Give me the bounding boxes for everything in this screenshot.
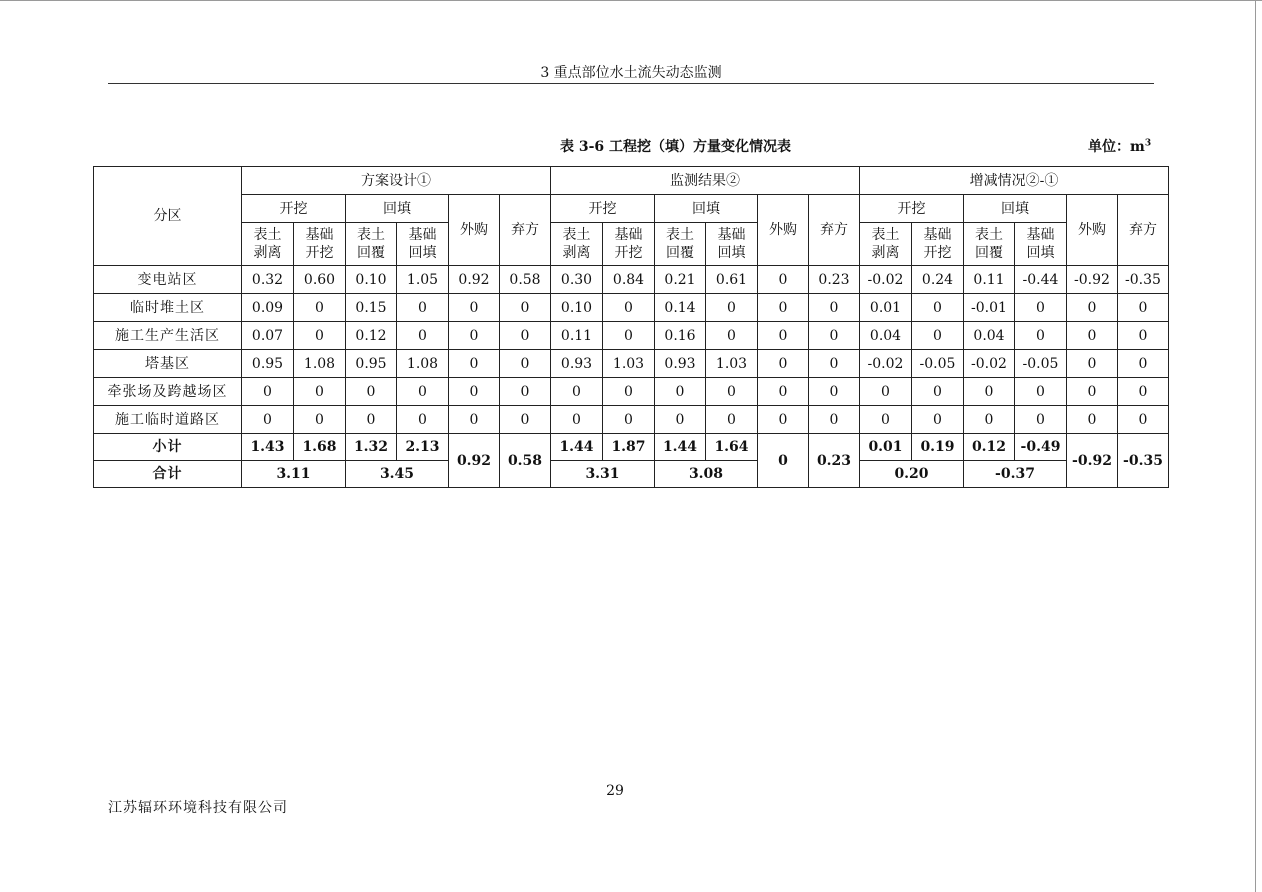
table-cell: 0.61 [706, 266, 758, 294]
leaf-topsoil-covering: 表土 回覆 [346, 223, 397, 266]
table-cell: 0 [809, 406, 860, 434]
total-cell: 0.20 [860, 461, 964, 488]
row-label: 施工临时道路区 [94, 406, 242, 434]
table-cell: 0 [706, 322, 758, 350]
table-cell: 1.03 [706, 350, 758, 378]
col-purchase: 外购 [449, 195, 500, 266]
table-cell: -0.02 [964, 350, 1015, 378]
table-cell: 0 [500, 406, 551, 434]
table-cell: -0.92 [1067, 266, 1118, 294]
leaf-foundation-excavation: 基础 开挖 [603, 223, 655, 266]
table-cell: 0 [912, 406, 964, 434]
table-cell: 0 [1067, 406, 1118, 434]
table-cell: 0.95 [242, 350, 294, 378]
table-cell: 0.10 [551, 294, 603, 322]
table-cell: 0.11 [964, 266, 1015, 294]
table-cell: 0.04 [860, 322, 912, 350]
leaf-foundation-excavation: 基础 开挖 [912, 223, 964, 266]
table-cell: 0 [655, 406, 706, 434]
table-cell: 0 [1067, 350, 1118, 378]
table-cell: 0 [1015, 406, 1067, 434]
table-row [94, 322, 1169, 350]
table-cell: 0 [1118, 378, 1169, 406]
table-cell: 0.95 [346, 350, 397, 378]
table-cell: 0 [758, 350, 809, 378]
total-cell: 3.08 [655, 461, 758, 488]
col-purchase: 外购 [1067, 195, 1118, 266]
table-cell: 0.93 [655, 350, 706, 378]
table-cell: 0 [500, 322, 551, 350]
table-cell: 0.24 [912, 266, 964, 294]
table-cell: 0.04 [964, 322, 1015, 350]
earthwork-table [93, 166, 1169, 488]
table-cell: 0.12 [346, 322, 397, 350]
table-cell: 0 [449, 322, 500, 350]
subtotal-cell: 0.12 [964, 434, 1015, 461]
subtotal-cell: -0.49 [1015, 434, 1067, 461]
leaf-foundation-backfill: 基础 回填 [397, 223, 449, 266]
table-cell: 0 [500, 378, 551, 406]
leaf-foundation-backfill: 基础 回填 [706, 223, 758, 266]
table-cell: 0 [912, 322, 964, 350]
table-cell: 0 [294, 406, 346, 434]
subtotal-cell: 1.64 [706, 434, 758, 461]
table-cell: 0 [449, 350, 500, 378]
subtotal-cell: 0.01 [860, 434, 912, 461]
table-cell: 0 [242, 378, 294, 406]
unit-label [1088, 136, 1151, 156]
table-cell: 0.30 [551, 266, 603, 294]
table-cell: 0.11 [551, 322, 603, 350]
table-cell: 0 [912, 294, 964, 322]
table-cell: 0 [397, 294, 449, 322]
table-row [94, 378, 1169, 406]
table-cell: 0 [449, 378, 500, 406]
table-cell: 0.93 [551, 350, 603, 378]
table-cell: 0 [1118, 294, 1169, 322]
page-number: 29 [606, 783, 624, 799]
table-cell: 0 [397, 322, 449, 350]
subtotal-cell: 1.44 [655, 434, 706, 461]
table-cell: 0 [809, 378, 860, 406]
table-row [94, 350, 1169, 378]
table-cell: 0 [860, 378, 912, 406]
table-cell: 0.14 [655, 294, 706, 322]
table-cell: 0 [706, 378, 758, 406]
change-purchase-total: -0.92 [1067, 434, 1118, 488]
table-cell: 0.92 [449, 266, 500, 294]
table-cell: 0.21 [655, 266, 706, 294]
leaf-topsoil-stripping: 表土 剥离 [551, 223, 603, 266]
table-cell: -0.05 [1015, 350, 1067, 378]
monitor-waste-total: 0.23 [809, 434, 860, 488]
col-purchase: 外购 [758, 195, 809, 266]
table-cell: 0 [397, 406, 449, 434]
total-cell: 3.45 [346, 461, 449, 488]
row-label: 塔基区 [94, 350, 242, 378]
table-cell: 0.84 [603, 266, 655, 294]
leaf-topsoil-covering: 表土 回覆 [655, 223, 706, 266]
col-waste: 弃方 [1118, 195, 1169, 266]
table-cell: 0.32 [242, 266, 294, 294]
table-row [94, 406, 1169, 434]
table-cell: 0 [1118, 350, 1169, 378]
subtotal-cell: 0.19 [912, 434, 964, 461]
table-cell: 0 [1067, 322, 1118, 350]
total-cell: 3.11 [242, 461, 346, 488]
table-caption: 表 3-6 工程挖（填）方量变化情况表 [560, 139, 792, 155]
table-cell: 0.58 [500, 266, 551, 294]
table-cell: 0 [706, 406, 758, 434]
group-header-change: 增减情况②-① [860, 167, 1169, 195]
table-cell: 1.05 [397, 266, 449, 294]
table-cell: 0.23 [809, 266, 860, 294]
subtotal-cell: 1.43 [242, 434, 294, 461]
subtotal-cell: 1.68 [294, 434, 346, 461]
leaf-topsoil-covering: 表土 回覆 [964, 223, 1015, 266]
table-cell: 0 [758, 294, 809, 322]
table-cell: 0 [449, 406, 500, 434]
table-cell: 0 [1118, 406, 1169, 434]
table-cell: 0.16 [655, 322, 706, 350]
table-cell: 0 [758, 378, 809, 406]
row-label: 变电站区 [94, 266, 242, 294]
subheader-backfill: 回填 [655, 195, 758, 223]
leaf-foundation-backfill: 基础 回填 [1015, 223, 1067, 266]
leaf-foundation-excavation: 基础 开挖 [294, 223, 346, 266]
subheader-backfill: 回填 [964, 195, 1067, 223]
table-cell: 1.03 [603, 350, 655, 378]
table-cell: 0 [1067, 378, 1118, 406]
unit-superscript: 3 [1144, 138, 1152, 149]
table-cell: 0 [346, 378, 397, 406]
table-cell: 0 [242, 406, 294, 434]
row-label: 施工生产生活区 [94, 322, 242, 350]
change-waste-total: -0.35 [1118, 434, 1169, 488]
subheader-excavation: 开挖 [242, 195, 346, 223]
table-cell: 0 [603, 378, 655, 406]
table-cell: 1.08 [294, 350, 346, 378]
subheader-excavation: 开挖 [860, 195, 964, 223]
col-waste: 弃方 [500, 195, 551, 266]
table-cell: 0 [603, 294, 655, 322]
header-rule [108, 83, 1154, 84]
leaf-topsoil-stripping: 表土 剥离 [860, 223, 912, 266]
table-cell: 0 [449, 294, 500, 322]
corner-header: 分区 [94, 167, 242, 266]
table-cell: -0.44 [1015, 266, 1067, 294]
table-cell: -0.02 [860, 266, 912, 294]
table-cell: 0 [603, 322, 655, 350]
table-row [94, 266, 1169, 294]
subtotal-cell: 1.87 [603, 434, 655, 461]
table-cell: 0 [809, 322, 860, 350]
row-label: 临时堆土区 [94, 294, 242, 322]
table-cell: 0 [860, 406, 912, 434]
table-cell: 0 [603, 406, 655, 434]
unit-text: 单位：m [1088, 139, 1145, 155]
table-cell: 0 [500, 350, 551, 378]
group-header-monitor: 监测结果② [551, 167, 860, 195]
subtotal-cell: 1.32 [346, 434, 397, 461]
subheader-backfill: 回填 [346, 195, 449, 223]
table-cell: 0 [1015, 294, 1067, 322]
table-cell: 0 [758, 322, 809, 350]
design-waste-total: 0.58 [500, 434, 551, 488]
total-label: 合计 [94, 461, 242, 488]
col-waste: 弃方 [809, 195, 860, 266]
design-purchase-total: 0.92 [449, 434, 500, 488]
table-cell: -0.05 [912, 350, 964, 378]
table-cell: 0 [346, 406, 397, 434]
table-cell: 0.60 [294, 266, 346, 294]
table-cell: -0.02 [860, 350, 912, 378]
table-cell: 0.01 [860, 294, 912, 322]
table-cell: 0 [758, 406, 809, 434]
row-label: 牵张场及跨越场区 [94, 378, 242, 406]
group-header-design: 方案设计① [242, 167, 551, 195]
table-cell: 0.15 [346, 294, 397, 322]
subtotal-cell: 1.44 [551, 434, 603, 461]
subtotal-cell: 2.13 [397, 434, 449, 461]
table-cell: 0 [809, 294, 860, 322]
total-cell: -0.37 [964, 461, 1067, 488]
table-cell: 0 [964, 406, 1015, 434]
table-cell: 0 [1118, 322, 1169, 350]
page-border-right [1255, 0, 1256, 892]
table-row [94, 294, 1169, 322]
running-header: 3 重点部位水土流失动态监测 [540, 65, 722, 81]
table-cell: -0.35 [1118, 266, 1169, 294]
table-cell: 0 [912, 378, 964, 406]
table-cell: -0.01 [964, 294, 1015, 322]
table-cell: 0 [809, 350, 860, 378]
table-cell: 0 [964, 378, 1015, 406]
leaf-topsoil-stripping: 表土 剥离 [242, 223, 294, 266]
subtotal-label: 小计 [94, 434, 242, 461]
table-cell: 0 [655, 378, 706, 406]
table-cell: 0 [551, 406, 603, 434]
total-cell: 3.31 [551, 461, 655, 488]
table-cell: 0 [1067, 294, 1118, 322]
page-border-top [0, 0, 1262, 1]
table-cell: 0 [551, 378, 603, 406]
table-cell: 0.10 [346, 266, 397, 294]
table-cell: 0 [294, 294, 346, 322]
table-cell: 1.08 [397, 350, 449, 378]
table-cell: 0 [758, 266, 809, 294]
table-cell: 0 [294, 378, 346, 406]
monitor-purchase-total: 0 [758, 434, 809, 488]
table-cell: 0.07 [242, 322, 294, 350]
table-cell: 0 [1015, 378, 1067, 406]
table-cell: 0 [706, 294, 758, 322]
table-cell: 0 [397, 378, 449, 406]
table-cell: 0.09 [242, 294, 294, 322]
table-cell: 0 [294, 322, 346, 350]
table-cell: 0 [1015, 322, 1067, 350]
footer-company: 江苏辐环环境科技有限公司 [108, 800, 288, 816]
table-cell: 0 [500, 294, 551, 322]
subheader-excavation: 开挖 [551, 195, 655, 223]
